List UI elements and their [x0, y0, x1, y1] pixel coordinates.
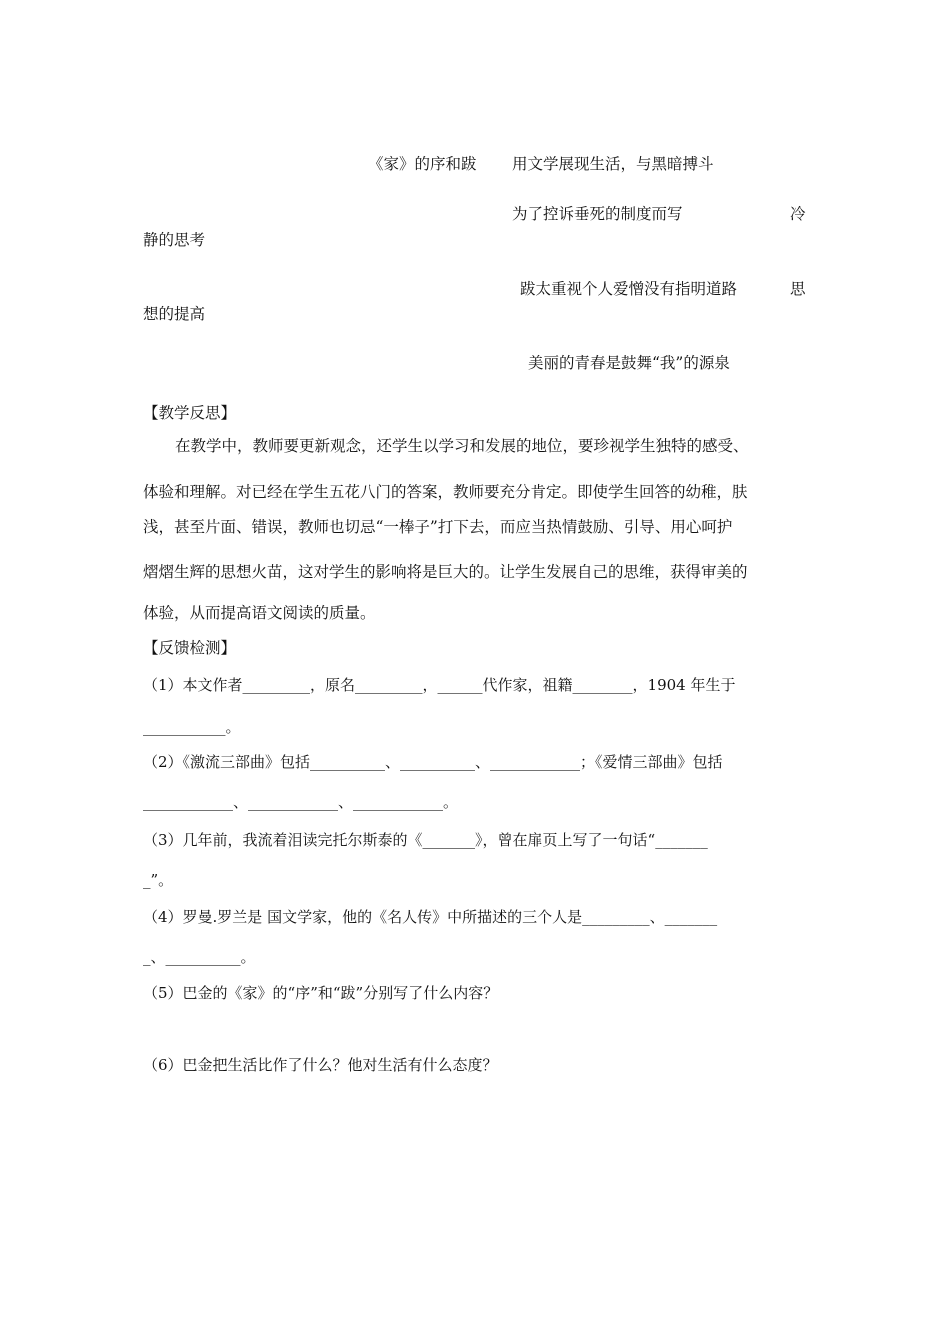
reflection-heading: 【教学反思】 [143, 404, 237, 422]
question-4-line-2: _、__________。 [143, 948, 256, 966]
outline-item-3: 跋太重视个人爱憎没有指明道路 [520, 280, 738, 298]
reflection-line-1: 在教学中，教师要更新观念，还学生以学习和发展的地位，要珍视学生独特的感受、 [175, 437, 749, 455]
feedback-heading: 【反馈检测】 [143, 639, 237, 657]
question-1-line-1: （1）本文作者_________，原名_________，______代作家，祖籍________，1904 年生于 [143, 676, 736, 694]
outline-item-2: 为了控诉垂死的制度而写 [512, 205, 683, 223]
reflection-line-5: 体验，从而提高语文阅读的质量。 [143, 604, 376, 622]
reflection-line-2: 体验和理解。对已经在学生五花八门的答案，教师要充分肯定。即使学生回答的幼稚，肤 [143, 483, 748, 501]
question-3-line-2: _”。 [143, 871, 174, 889]
question-1-line-2: ___________。 [143, 718, 241, 736]
outline-note-3a: 思 [790, 280, 806, 298]
question-5: （5）巴金的《家》的“序”和“跋”分别写了什么内容？ [143, 984, 499, 1002]
outline-title: 《家》的序和跋 [368, 155, 477, 173]
outline-note-3b: 想的提高 [143, 305, 206, 323]
outline-item-4: 美丽的青春是鼓舞“我”的源泉 [528, 354, 730, 372]
reflection-line-4: 熠熠生辉的思想火苗，这对学生的影响将是巨大的。让学生发展自己的思维，获得审美的 [143, 563, 748, 581]
reflection-line-3: 浅，甚至片面、错误，教师也切忌“一棒子”打下去，而应当热情鼓励、引导、用心呵护 [143, 518, 733, 536]
outline-note-2b: 静的思考 [143, 231, 206, 249]
question-3-line-1: （3）几年前，我流着泪读完托尔斯泰的《_______》，曾在扉页上写了一句话“_______ [143, 831, 708, 849]
question-2-line-2: ____________、____________、____________。 [143, 793, 459, 811]
question-2-line-1: （2）《激流三部曲》包括__________、__________、____________；《爱情三部曲》包括 [143, 753, 723, 771]
question-4-line-1: （4）罗曼.罗兰是 国文学家，他的《名人传》中所描述的三个人是_________、_______ [143, 908, 718, 926]
outline-item-1: 用文学展现生活，与黑暗搏斗 [512, 155, 714, 173]
outline-note-2a: 冷 [790, 205, 806, 223]
question-6: （6）巴金把生活比作了什么？他对生活有什么态度？ [143, 1056, 498, 1074]
